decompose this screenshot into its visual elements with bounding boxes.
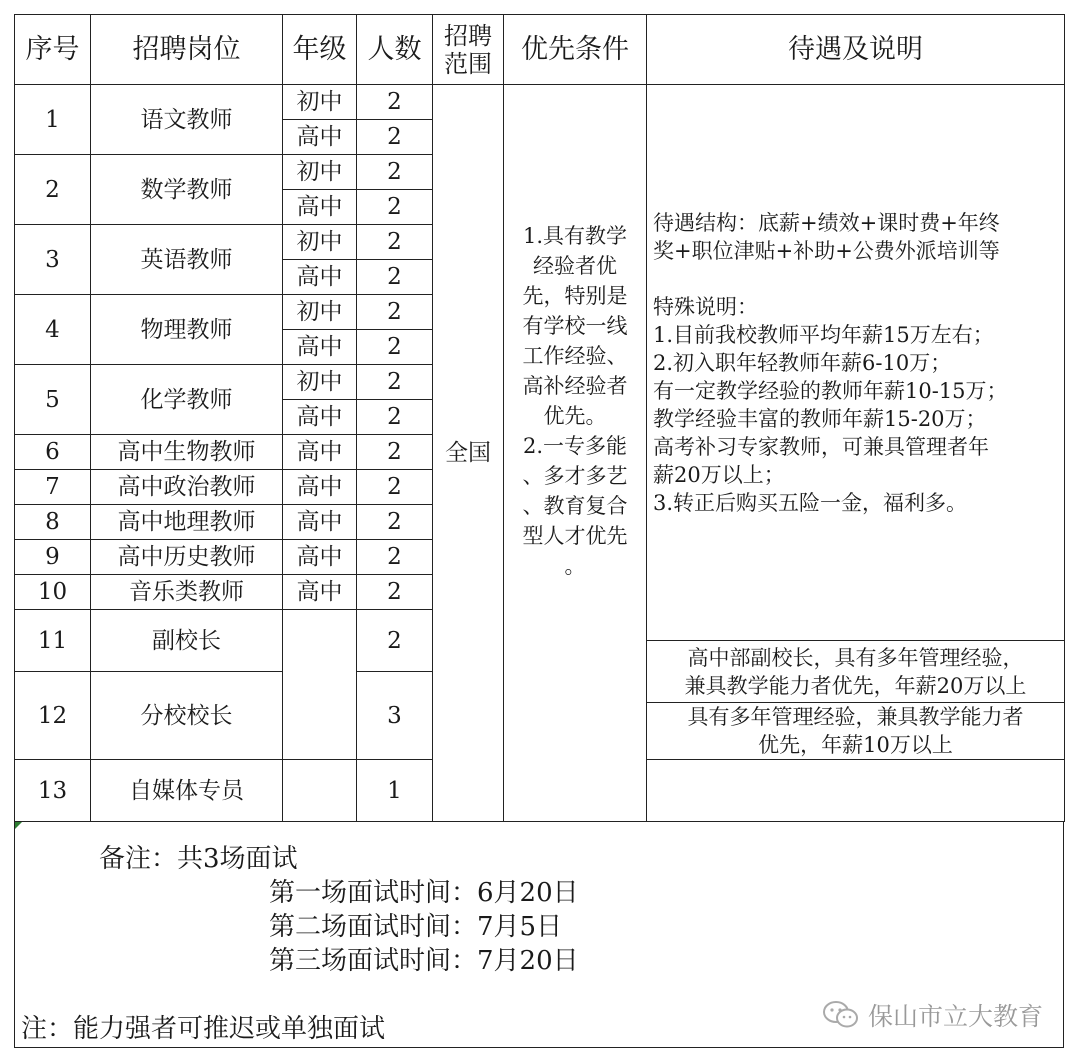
row-no: 8	[15, 505, 91, 540]
row-position: 自媒体专员	[91, 760, 283, 822]
wechat-icon	[822, 1000, 860, 1030]
header-no: 序号	[15, 15, 91, 85]
cell-corner-marker	[15, 822, 22, 829]
row-count: 2	[357, 260, 433, 295]
row-no: 11	[15, 610, 91, 672]
row-no: 13	[15, 760, 91, 822]
header-row	[15, 15, 1065, 85]
interview-1-text: 第一场面试时间：6月20日	[269, 878, 579, 908]
interview-3-text: 第三场面试时间：7月20日	[269, 946, 579, 976]
row-no: 7	[15, 470, 91, 505]
row-no: 2	[15, 155, 91, 225]
row-count: 2	[357, 435, 433, 470]
row-grade: 高中	[283, 400, 357, 435]
row-position: 数学教师	[91, 155, 283, 225]
row-position: 语文教师	[91, 85, 283, 155]
row-count: 2	[357, 505, 433, 540]
row-count: 2	[357, 575, 433, 610]
row-count: 1	[357, 760, 433, 822]
row-grade: 初中	[283, 295, 357, 330]
row-position: 物理教师	[91, 295, 283, 365]
row-grade	[283, 610, 357, 760]
row-count: 2	[357, 190, 433, 225]
remark-text: 备注：共3场面试	[99, 844, 298, 874]
header-position: 招聘岗位	[91, 15, 283, 85]
watermark-text: 保山市立大教育	[867, 1002, 1043, 1031]
header-count: 人数	[357, 15, 433, 85]
row-grade: 高中	[283, 575, 357, 610]
row-count: 2	[357, 295, 433, 330]
row-no: 6	[15, 435, 91, 470]
row-count: 2	[357, 330, 433, 365]
row-count: 2	[357, 120, 433, 155]
row-grade	[283, 760, 357, 822]
row-grade: 初中	[283, 365, 357, 400]
row-grade: 高中	[283, 260, 357, 295]
row-no: 4	[15, 295, 91, 365]
watermark	[822, 997, 1043, 1033]
row-grade: 高中	[283, 470, 357, 505]
row-count: 2	[357, 225, 433, 260]
row-grade: 高中	[283, 330, 357, 365]
conditions-cell: 1.具有教学 经验者优 先，特别是 有学校一线 工作经验、 高补经验者 优先。 2.一专多能 、多才多艺 、教育复合 型人才优先 。	[504, 85, 647, 822]
header-conditions: 优先条件	[504, 15, 647, 85]
row-grade: 高中	[283, 540, 357, 575]
row-position: 高中生物教师	[91, 435, 283, 470]
row-grade: 高中	[283, 435, 357, 470]
row-count: 2	[357, 400, 433, 435]
interview-2-text: 第二场面试时间：7月5日	[269, 912, 563, 942]
row-grade: 初中	[283, 225, 357, 260]
header-scope: 招聘 范围	[433, 15, 504, 85]
row-count: 2	[357, 155, 433, 190]
row-count: 2	[357, 85, 433, 120]
header-grade: 年级	[283, 15, 357, 85]
notes-section	[14, 822, 1064, 1048]
row-position: 高中历史教师	[91, 540, 283, 575]
row-count: 2	[357, 610, 433, 672]
row-position: 副校长	[91, 610, 283, 672]
row-grade: 初中	[283, 85, 357, 120]
treatment-vp-cell: 高中部副校长，具有多年管理经验， 兼具教学能力者优先，年薪20万以上	[647, 641, 1065, 703]
row-grade: 高中	[283, 120, 357, 155]
footnote-text: 注：能力强者可推迟或单独面试	[21, 1014, 386, 1044]
recruitment-document	[14, 14, 1064, 1048]
row-no: 5	[15, 365, 91, 435]
row-count: 3	[357, 672, 433, 760]
row-position: 化学教师	[91, 365, 283, 435]
scope-cell: 全国	[433, 85, 504, 822]
treatment-teacher-cell: 待遇结构：底薪+绩效+课时费+年终 奖+职位津贴+补助+公费外派培训等 特殊说明： 1.目前我校教师平均年薪15万左右； 2.初入职年轻教师年薪6-10万； 有一定教学经验的教师年薪10-15万； 教学经验丰富的教师年薪15-20万； 高考补习专家教师，可兼具管理者年 薪20万以上； 3.转正后购买五险一金，福利多。	[647, 85, 1065, 641]
row-position: 高中政治教师	[91, 470, 283, 505]
row-grade: 高中	[283, 505, 357, 540]
recruitment-table	[14, 14, 1065, 822]
row-no: 1	[15, 85, 91, 155]
table-row	[15, 85, 1065, 120]
row-no: 12	[15, 672, 91, 760]
row-position: 高中地理教师	[91, 505, 283, 540]
row-grade: 高中	[283, 190, 357, 225]
row-position: 英语教师	[91, 225, 283, 295]
row-no: 3	[15, 225, 91, 295]
row-no: 9	[15, 540, 91, 575]
row-no: 10	[15, 575, 91, 610]
header-treatment: 待遇及说明	[647, 15, 1065, 85]
treatment-principal-cell: 具有多年管理经验，兼具教学能力者 优先，年薪10万以上	[647, 703, 1065, 760]
row-position: 音乐类教师	[91, 575, 283, 610]
row-count: 2	[357, 365, 433, 400]
row-grade: 初中	[283, 155, 357, 190]
row-count: 2	[357, 470, 433, 505]
row-position: 分校校长	[91, 672, 283, 760]
row-count: 2	[357, 540, 433, 575]
scope-cell-empty	[647, 760, 1065, 822]
